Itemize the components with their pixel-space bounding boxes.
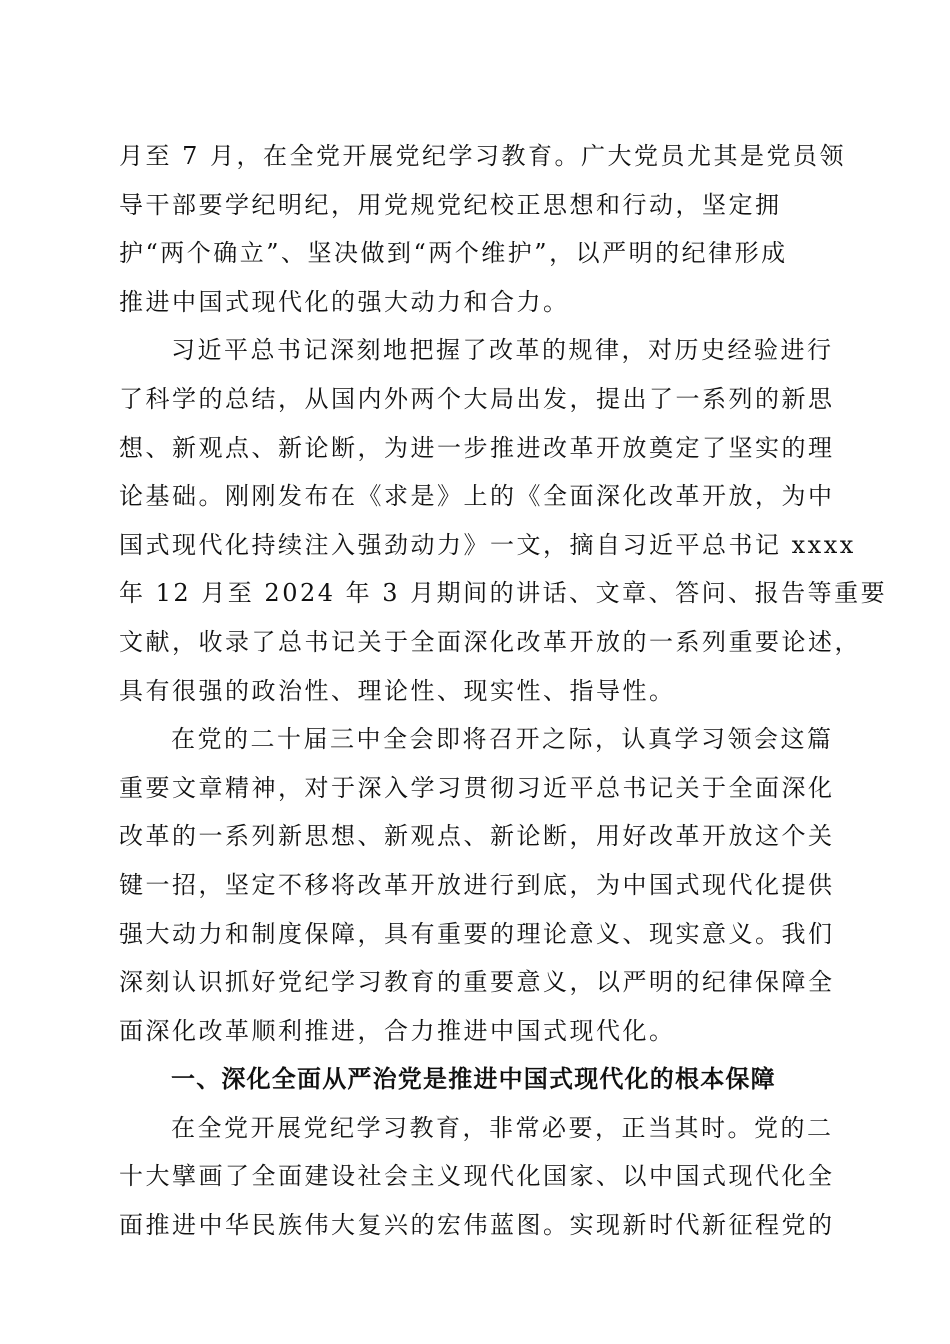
- paragraph-continued: [119, 132, 847, 326]
- text-line: 面深化改革顺利推进，合力推进中国式现代化。: [119, 1016, 676, 1045]
- text-line: 论基础。刚刚发布在《求是》上的《全面深化改革开放，为中: [119, 482, 835, 511]
- text-line: 具有很强的政治性、理论性、现实性、指导性。: [119, 676, 676, 705]
- text-line: 习近平总书记深刻地把握了改革的规律，对历史经验进行: [171, 336, 834, 365]
- text-line: 想、新观点、新论断，为进一步推进改革开放奠定了坚实的理: [119, 433, 835, 462]
- paragraph: [119, 715, 835, 1055]
- section-heading-text: 一、深化全面从严治党是推进中国式现代化的根本保障: [171, 1065, 776, 1094]
- text-line: 推进中国式现代化的强大动力和合力。: [119, 287, 570, 316]
- section-heading: [119, 1055, 831, 1104]
- text-line: 键一招，坚定不移将改革开放进行到底，为中国式现代化提供: [119, 870, 835, 899]
- text-line: 国式现代化持续注入强劲动力》一文，摘自习近平总书记 xxxx: [119, 530, 856, 559]
- text-line: 改革的一系列新思想、新观点、新论断，用好改革开放这个关: [119, 822, 835, 851]
- text-line: 月至 7 月，在全党开展党纪学习教育。广大党员尤其是党员领: [119, 142, 847, 170]
- text-line: 在全党开展党纪学习教育，非常必要，正当其时。党的二: [171, 1113, 834, 1142]
- document-body: [119, 132, 888, 1250]
- text-line: 年 12 月至 2024 年 3 月期间的讲话、文章、答问、报告等重要: [119, 579, 888, 608]
- text-line: 护“两个确立”、坚决做到“两个维护”，以严明的纪律形成: [119, 239, 788, 268]
- text-line: 文献，收录了总书记关于全面深化改革开放的一系列重要论述，: [119, 627, 861, 656]
- text-line: 深刻认识抓好党纪学习教育的重要意义，以严明的纪律保障全: [119, 968, 835, 997]
- text-line: 十大擘画了全面建设社会主义现代化国家、以中国式现代化全: [119, 1162, 835, 1191]
- text-line: 强大动力和制度保障，具有重要的理论意义、现实意义。我们: [119, 919, 835, 948]
- paragraph: [119, 326, 888, 715]
- text-line: 在党的二十届三中全会即将召开之际，认真学习领会这篇: [171, 725, 834, 754]
- paragraph: [119, 1104, 835, 1250]
- text-line: 面推进中华民族伟大复兴的宏伟蓝图。实现新时代新征程党的: [119, 1211, 835, 1240]
- text-line: 了科学的总结，从国内外两个大局出发，提出了一系列的新思: [119, 384, 835, 413]
- text-line: 重要文章精神，对于深入学习贯彻习近平总书记关于全面深化: [119, 773, 835, 802]
- text-line: 导干部要学纪明纪，用党规党纪校正思想和行动，坚定拥: [119, 190, 782, 219]
